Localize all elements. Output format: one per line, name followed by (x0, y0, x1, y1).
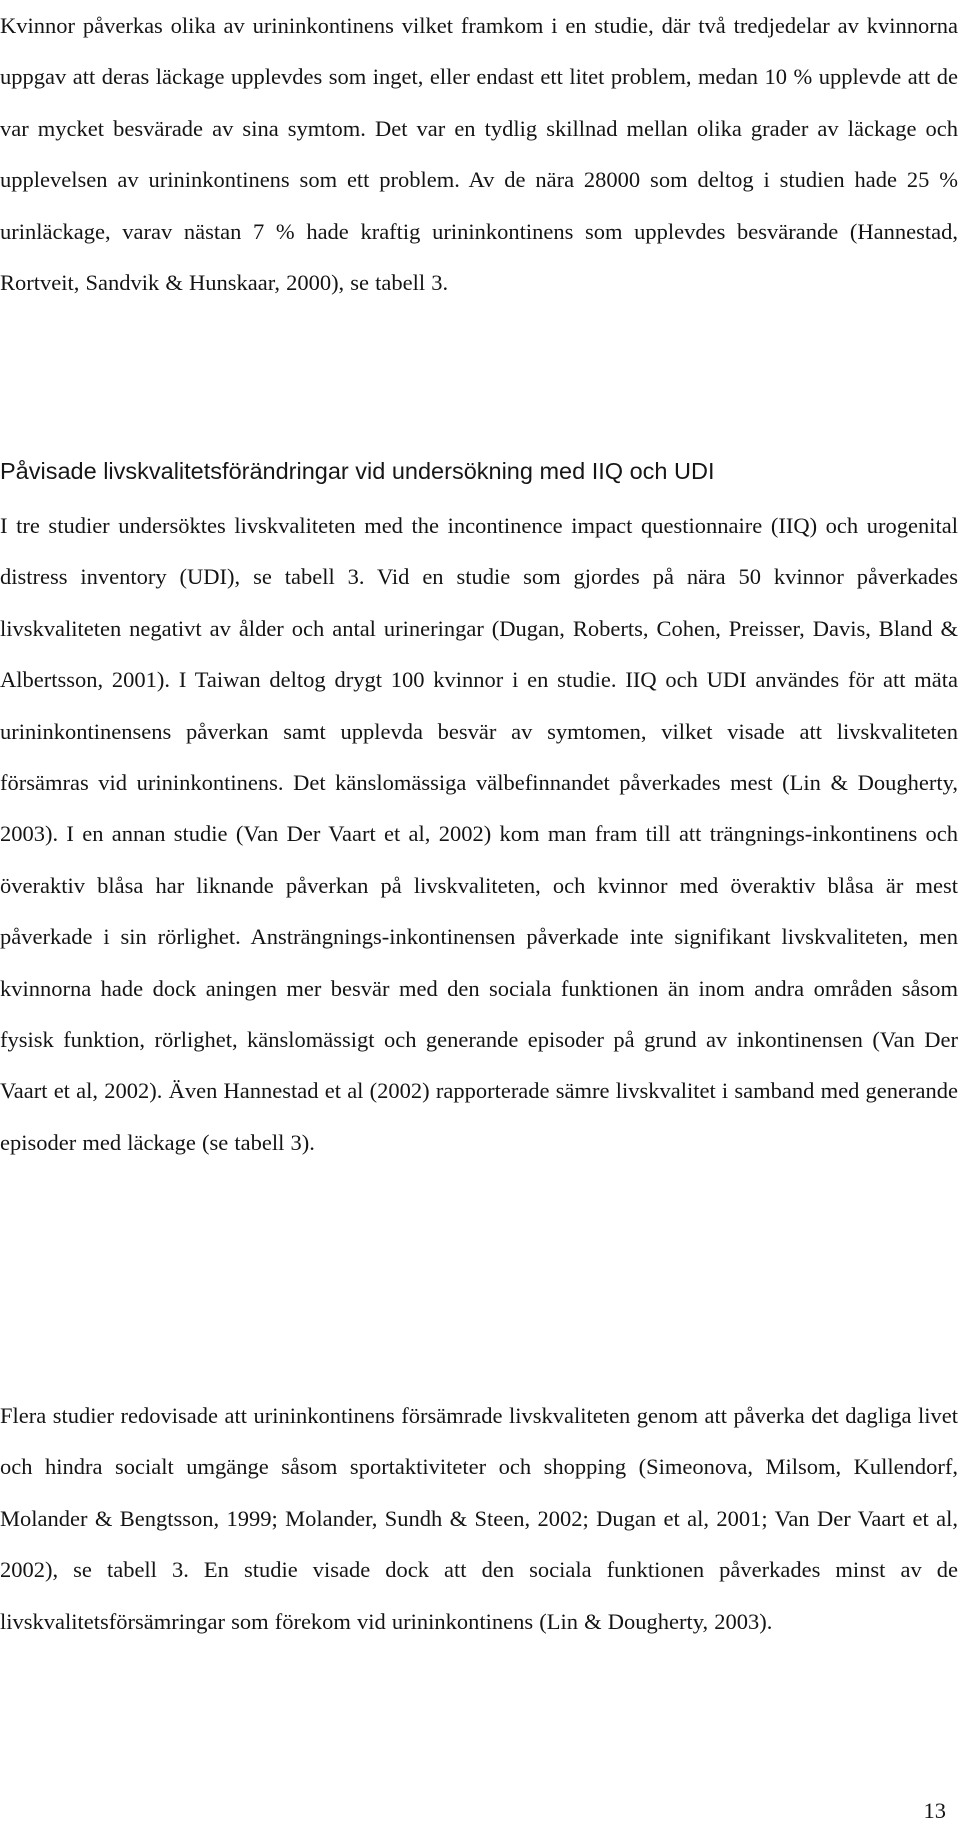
section-heading: Påvisade livskvalitetsförändringar vid undersökning med IIQ och UDI (0, 458, 715, 484)
body-paragraph-2: I tre studier undersöktes livskvaliteten med the incontinence impact questionnaire (IIQ) och urogenital distress inventory (UDI), se tabell 3. Vid en studie som gjordes på nära 50 kvinnor påverkades livskvaliteten negativt av ålder och antal urineringar (Dugan, Roberts, Cohen, Preisser, Davis, Bland & Albertsson, 2001). I Taiwan deltog drygt 100 kvinnor i en studie. IIQ och UDI användes för att mäta urininkontinensens påverkan samt upplevda besvär av symtomen, vilket visade att livskvaliteten försämras vid urininkontinens. Det känslomässiga välbefinnandet påverkades mest (Lin & Dougherty, 2003). I en annan studie (Van Der Vaart et al, 2002) kom man fram till att trängnings-inkontinens och överaktiv blåsa har liknande påverkan på livskvaliteten, och kvinnor med överaktiv blåsa är mest påverkade i sin rörlighet. Ansträngnings-inkontinensen påverkade inte signifikant livskvaliteten, men kvinnorna hade dock aningen mer besvär med den sociala funktionen än inom andra områden såsom fysisk funktion, rörlighet, känslomässigt och generande episoder på grund av inkontinensen (Van Der Vaart et al, 2002). Även Hannestad et al (2002) rapporterade sämre livskvalitet i samband med generande episoder med läckage (se tabell 3). (0, 513, 958, 1155)
page-number: 13 (923, 1798, 946, 1823)
body-paragraph-1: Kvinnor påverkas olika av urininkontinens vilket framkom i en studie, där två tredjedelar av kvinnorna uppgav att deras läckage upplevdes som inget, eller endast ett litet problem, medan 10 % upplevde att de var mycket besvärade av sina symtom. Det var en tydlig skillnad mellan olika grader av läckage och upplevelsen av urininkontinens som ett problem. Av de nära 28000 som deltog i studien hade 25 % urinläckage, varav nästan 7 % hade kraftig urininkontinens som upplevdes besvärande (Hannestad, Rortveit, Sandvik & Hunskaar, 2000), se tabell 3. (0, 13, 958, 296)
body-paragraph-3: Flera studier redovisade att urininkontinens försämrade livskvaliteten genom att påverka det dagliga livet och hindra socialt umgänge såsom sportaktiviteter och shopping (Simeonova, Milsom, Kullendorf, Molander & Bengtsson, 1999; Molander, Sundh & Steen, 2002; Dugan et al, 2001; Van Der Vaart et al, 2002), se tabell 3. En studie visade dock att den sociala funktionen påverkades minst av de livskvalitetsförsämringar som förekom vid urininkontinens (Lin & Dougherty, 2003). (0, 1403, 958, 1634)
